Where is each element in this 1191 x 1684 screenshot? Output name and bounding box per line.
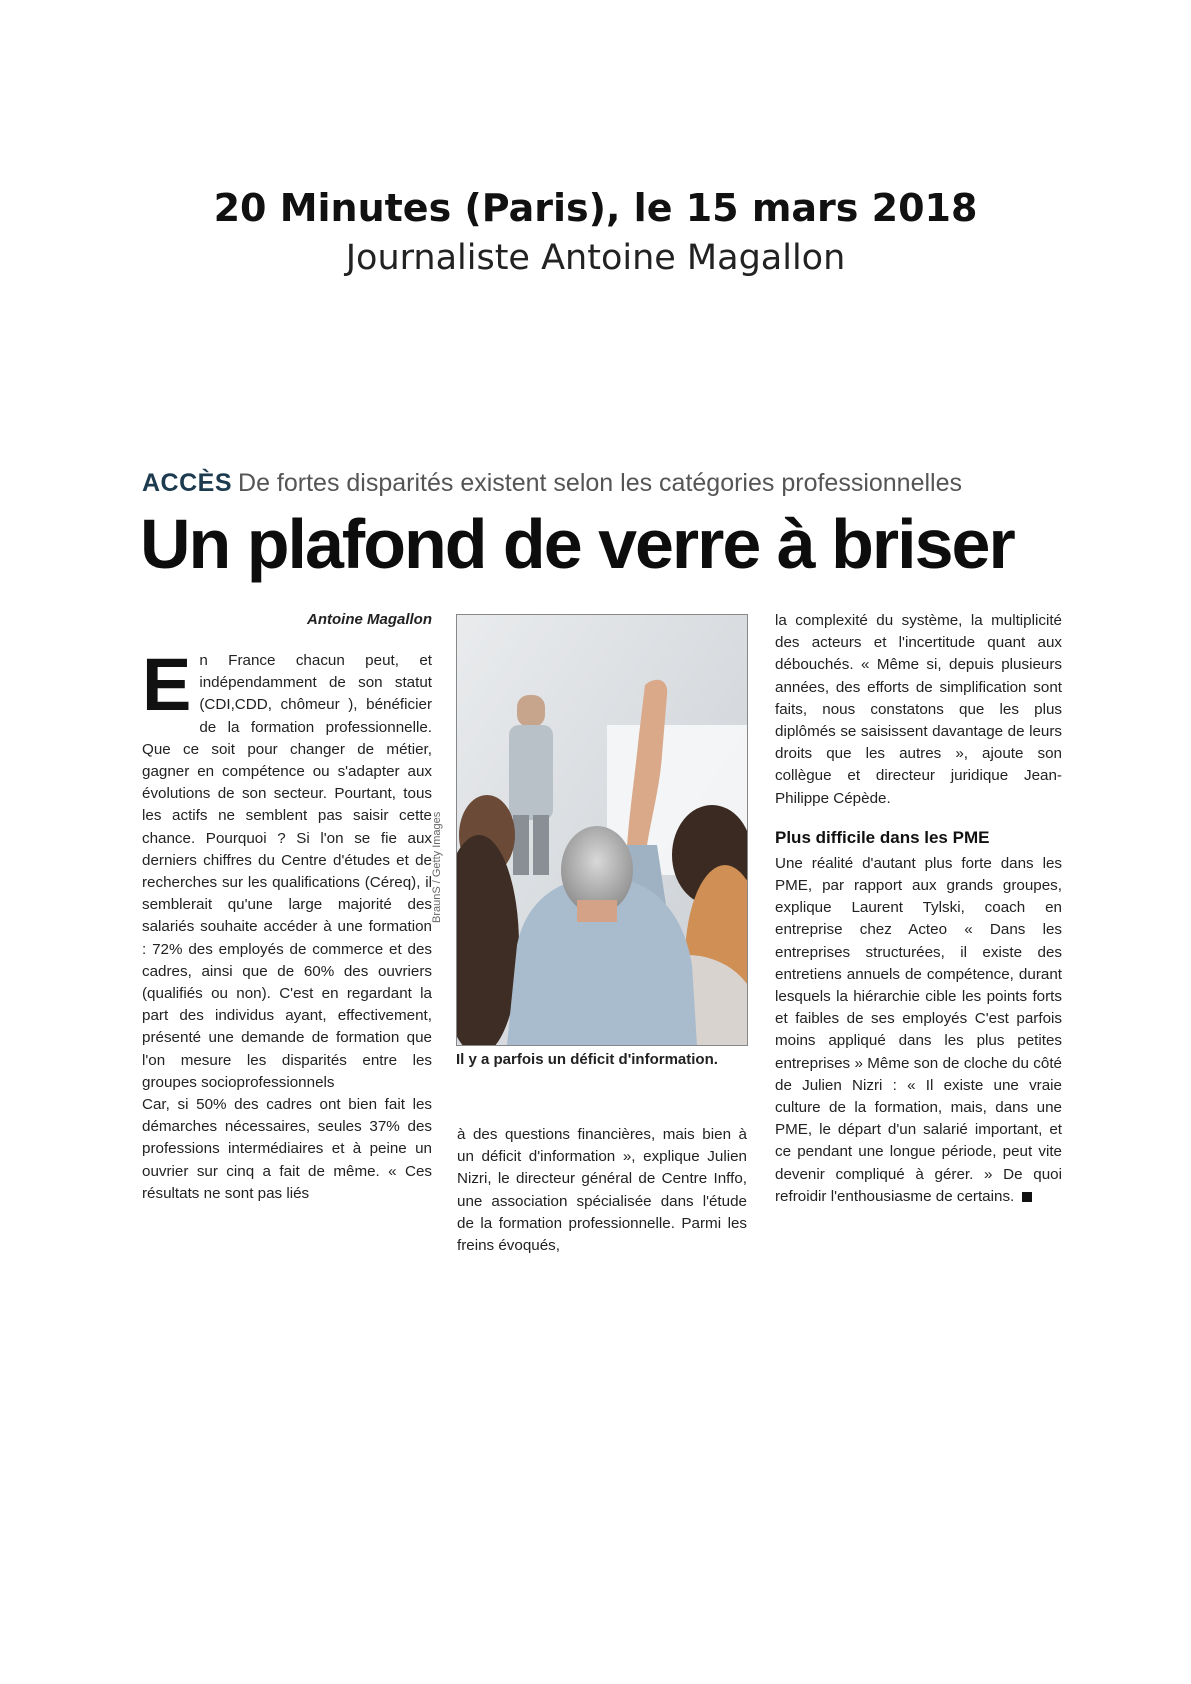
photo-credit: BraunS / Getty Images xyxy=(431,811,443,923)
column-3-paragraph-2 xyxy=(775,853,1062,1208)
column-1-paragraph-2: Car, si 50% des cadres ont bien fait les démarches nécessaires, seules 37% des professions intermédiaires et à peine un ouvrier sur cinq a fait de même. « Ces résultats ne sont pas liés xyxy=(142,1096,432,1202)
column-1-paragraph-1: n France chacun peut, et indépendamment de son statut (CDI,CDD, chômeur ), bénéficier de la formation professionnelle. Que ce soit pour changer de métier, gagner en compétence ou s'adapter aux évolutions de son secteur. Pourtant, tous les actifs ne semblent pas saisir cette chance. Pourquoi ? Si l'on se fie aux derniers chiffres du Centre d'études et de recherches sur les qualifications (Céreq), il semblerait qu'une large majorité des salariés souhaite accéder à une formation : 72% des employés de commerce et des cadres, ainsi que de 60% des ouvriers (qualifiés ou non). C'est en regardant la part des individus ayant, effectivement, présenté une demande de formation que l'on mesure les disparités entre les groupes socioprofessionnels xyxy=(142,652,432,1091)
kicker-label: ACCÈS xyxy=(142,469,233,497)
classroom-photo-illustration xyxy=(457,615,747,1045)
column-2-paragraph: à des questions financières, mais bien à un déficit d'information », explique Julien Nizri, le directeur général de Centre Inffo, une association spécialisée dans l'étude de la formation professionnelle. Parmi les freins évoqués, xyxy=(457,1126,747,1255)
article-column-3 xyxy=(775,610,1062,1208)
article-column-2 xyxy=(457,1124,747,1257)
column-3-paragraph-2-text: Une réalité d'autant plus forte dans les PME, par rapport aux grands groupes, explique Laurent Tylski, coach en entreprise chez Acteo « Dans les entreprises structurées, il existe des entretiens annuels de compétence, durant lesquels la hiérarchie cible les points forts et faibles de ses employés C'est parfois moins appliqué dans les plus petites entreprises » Même son de cloche du côté de Julien Nizri : « Il existe une vraie culture de la formation, mais, dans une PME, le départ d'un salarié important, et ce pendant une longue période, peut vite devenir compliqué à gérer. » De quoi refroidir l'enthousiasme de certains. xyxy=(775,854,1062,1205)
article-kicker xyxy=(142,468,1082,498)
journalist-line: Journaliste Antoine Magallon xyxy=(345,238,846,278)
article-column-1 xyxy=(142,643,432,1205)
publication-title: 20 Minutes (Paris), le 15 mars 2018 xyxy=(213,186,978,230)
article-byline: Antoine Magallon xyxy=(307,611,432,628)
column-3-paragraph-1: la complexité du système, la multiplicité des acteurs et l'incertitude quant aux débouchés. « Même si, depuis plusieurs années, des efforts de simplification sont faits, nous constatons que les plus diplômés se saisissent davantage de leurs droits que les autres », ajoute son collègue et directeur juridique Jean-Philippe Cépède. xyxy=(775,612,1062,807)
end-of-article-mark xyxy=(1022,1192,1032,1202)
article-headline: Un plafond de verre à briser xyxy=(140,505,1014,583)
kicker-text: De fortes disparités existent selon les catégories professionnelles xyxy=(238,469,963,497)
drop-cap: E xyxy=(142,643,192,726)
photo-caption: Il y a parfois un déficit d'information. xyxy=(456,1051,718,1068)
article-photo xyxy=(456,614,748,1046)
document-header xyxy=(0,185,1191,281)
section-subhead: Plus difficile dans les PME xyxy=(775,827,990,847)
